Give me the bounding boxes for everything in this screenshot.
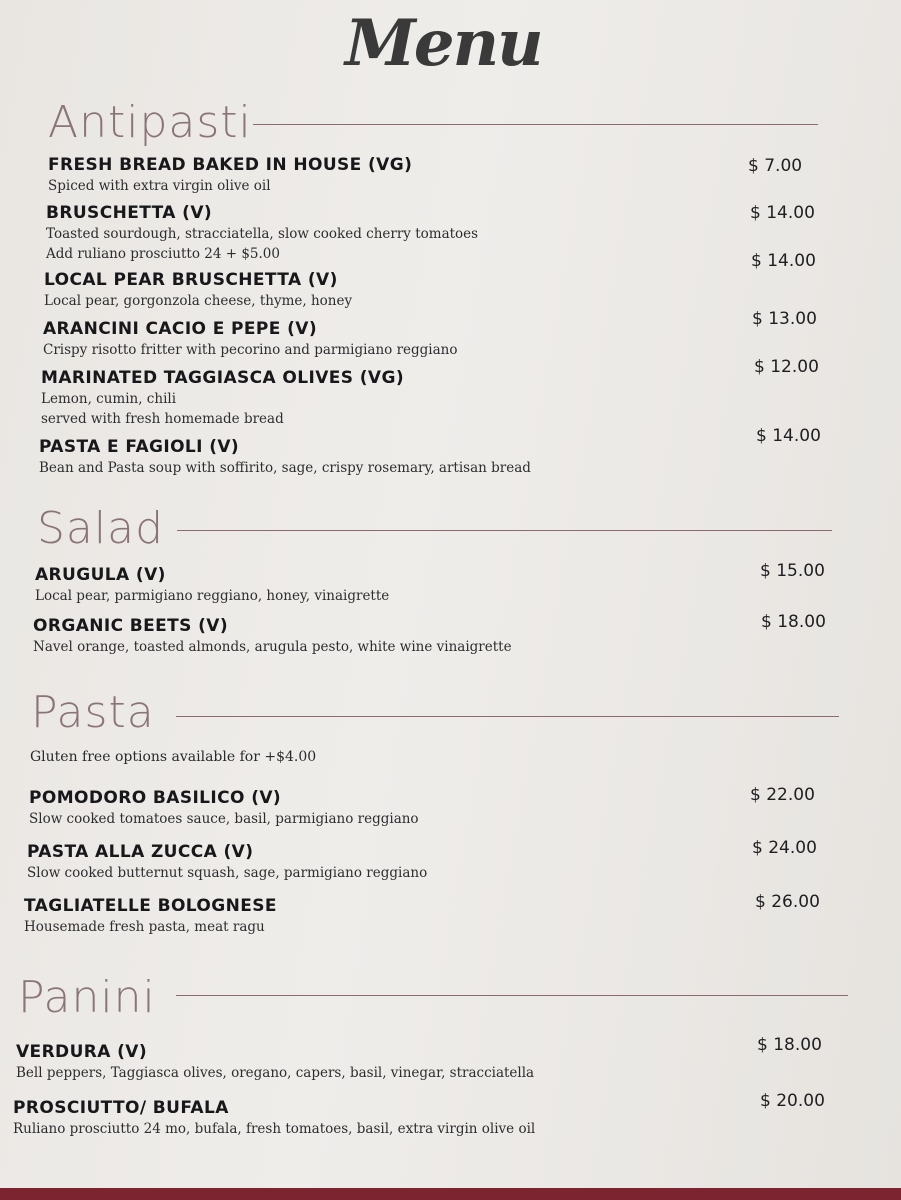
item-description: Slow cooked tomatoes sauce, basil, parmigiano reggiano xyxy=(29,811,419,827)
item-price: $ 15.00 xyxy=(760,561,825,581)
item-name: POMODORO BASILICO (V) xyxy=(29,788,282,808)
item-description: Spiced with extra virgin olive oil xyxy=(48,178,271,194)
item-price: $ 13.00 xyxy=(752,309,817,329)
menu-item-pasta-e-fagioli xyxy=(39,436,531,478)
section-rule xyxy=(177,530,832,531)
section-header-panini xyxy=(18,973,848,1023)
item-name: PASTA E FAGIOLI (V) xyxy=(39,437,240,457)
item-price: $ 12.00 xyxy=(754,357,819,377)
item-price: $ 14.00 xyxy=(751,251,816,271)
item-price: $ 22.00 xyxy=(750,785,815,805)
item-name: VERDURA (V) xyxy=(16,1042,148,1062)
menu-item-local-pear-bruschetta xyxy=(44,269,352,311)
section-rule xyxy=(253,124,818,125)
item-description: Ruliano prosciutto 24 mo, bufala, fresh tomatoes, basil, extra virgin olive oil xyxy=(13,1121,536,1137)
item-name: ARUGULA (V) xyxy=(35,565,166,585)
item-name: ARANCINI CACIO E PEPE (V) xyxy=(43,319,317,339)
section-title-antipasti: Antipasti xyxy=(48,97,252,148)
item-price: $ 14.00 xyxy=(750,203,815,223)
item-name: TAGLIATELLE BOLOGNESE xyxy=(24,896,277,916)
menu-item-prosciutto-bufala xyxy=(13,1097,535,1139)
item-addon: served with fresh homemade bread xyxy=(41,411,284,427)
item-description: Navel orange, toasted almonds, arugula pesto, white wine vinaigrette xyxy=(33,639,512,655)
menu-item-fresh-bread xyxy=(48,154,412,196)
item-description: Housemade fresh pasta, meat ragu xyxy=(24,919,265,935)
menu-item-organic-beets xyxy=(33,615,512,657)
item-price: $ 18.00 xyxy=(761,612,826,632)
menu-item-pomodoro-basilico xyxy=(29,787,419,829)
menu-item-arugula xyxy=(35,564,389,606)
item-description: Lemon, cumin, chili xyxy=(41,391,177,407)
item-name: PASTA ALLA ZUCCA (V) xyxy=(27,842,254,862)
item-description: Slow cooked butternut squash, sage, parmigiano reggiano xyxy=(27,865,428,881)
section-rule xyxy=(176,995,848,996)
item-name: BRUSCHETTA (V) xyxy=(46,203,213,223)
menu-item-arancini xyxy=(43,318,458,360)
item-description: Local pear, parmigiano reggiano, honey, vinaigrette xyxy=(35,588,390,604)
menu-item-pasta-alla-zucca xyxy=(27,841,427,883)
item-price: $ 24.00 xyxy=(752,838,817,858)
section-header-pasta xyxy=(31,688,839,738)
section-header-salad xyxy=(37,504,832,554)
section-title-panini: Panini xyxy=(18,972,156,1023)
item-price: $ 26.00 xyxy=(755,892,820,912)
item-description: Toasted sourdough, stracciatella, slow cooked cherry tomatoes xyxy=(46,226,479,242)
section-title-pasta: Pasta xyxy=(31,687,155,738)
item-name: PROSCIUTTO/ BUFALA xyxy=(13,1098,229,1118)
item-name: MARINATED TAGGIASCA OLIVES (VG) xyxy=(41,368,404,388)
item-name: FRESH BREAD BAKED IN HOUSE (VG) xyxy=(48,155,413,175)
item-description: Crispy risotto fritter with pecorino and parmigiano reggiano xyxy=(43,342,458,358)
section-rule xyxy=(176,716,839,717)
item-name: LOCAL PEAR BRUSCHETTA (V) xyxy=(44,270,338,290)
menu-item-verdura xyxy=(16,1041,534,1083)
section-title-salad: Salad xyxy=(37,503,165,554)
item-price: $ 20.00 xyxy=(760,1091,825,1111)
item-price: $ 7.00 xyxy=(748,156,803,176)
item-name: ORGANIC BEETS (V) xyxy=(33,616,229,636)
item-price: $ 18.00 xyxy=(757,1035,822,1055)
item-addon: Add ruliano prosciutto 24 + $5.00 xyxy=(46,246,280,262)
menu-item-tagliatelle-bolognese xyxy=(24,895,277,937)
menu-item-taggiasca-olives xyxy=(41,367,404,429)
bottom-accent-bar xyxy=(0,1188,901,1200)
item-description: Bell peppers, Taggiasca olives, oregano, capers, basil, vinegar, stracciatella xyxy=(16,1065,535,1081)
gluten-free-note: Gluten free options available for +$4.00 xyxy=(30,749,317,765)
item-description: Bean and Pasta soup with soffirito, sage, crispy rosemary, artisan bread xyxy=(39,460,531,476)
item-description: Local pear, gorgonzola cheese, thyme, honey xyxy=(44,293,353,309)
item-price: $ 14.00 xyxy=(756,426,821,446)
menu-item-bruschetta xyxy=(46,202,478,264)
menu-title: Menu xyxy=(345,6,542,81)
section-header-antipasti xyxy=(48,98,818,148)
